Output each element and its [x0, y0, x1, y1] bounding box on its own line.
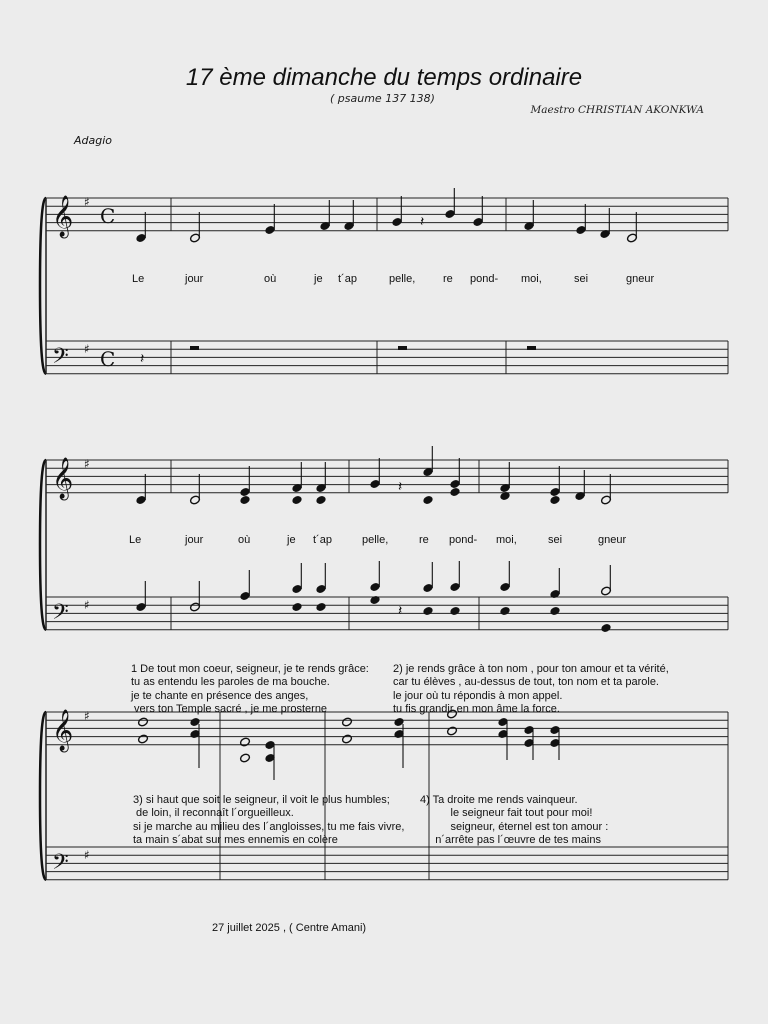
lyric-syllable: où: [264, 273, 277, 285]
quarter-rest: 𝄽: [398, 603, 403, 619]
lyric-syllable: gneur: [626, 273, 655, 285]
lyric-syllable: pond-: [449, 534, 478, 546]
note-head: [315, 495, 326, 505]
time-signature: C: [100, 347, 116, 371]
lyric-syllable: Le: [129, 534, 142, 546]
key-signature-sharp: ♯: [84, 848, 90, 862]
lyric-syllable: sei: [574, 273, 589, 285]
note-head: [449, 606, 460, 616]
subtitle: ( psaume 137 138): [330, 92, 435, 105]
lyric-syllable: re: [419, 534, 429, 546]
composer: Maestro CHRISTIAN AKONKWA: [530, 104, 704, 116]
system-brace: [40, 460, 46, 630]
verse-2: 2) je rends grâce à ton nom , pour ton amour et ta vérité, car tu élèves , au-dessus de tout, ton nom et ta parole. le jour où tu répondis à mon appel. tu fis grandir en mon âme la force.: [393, 663, 669, 716]
key-signature-sharp: ♯: [84, 457, 90, 471]
lyric-syllable: pelle,: [389, 273, 416, 285]
note-head: [549, 495, 560, 505]
note-head: [446, 726, 457, 736]
lyric-syllable: sei: [548, 534, 563, 546]
quarter-rest: 𝄽: [140, 351, 145, 367]
system-brace: [40, 712, 46, 880]
verse-4: 4) Ta droite me rends vainqueur. le seigneur fait tout pour moi! seigneur, éternel est ton amour : n´arrête pas l´œuvre de tes mains: [420, 794, 609, 847]
page-title: 17 ème dimanche du temps ordinaire: [185, 64, 583, 91]
note-head: [239, 737, 250, 747]
whole-rest: [398, 346, 407, 350]
lyric-syllable: gneur: [598, 534, 627, 546]
note-head: [137, 717, 148, 727]
lyric-syllable: Le: [132, 273, 145, 285]
tempo-marking: Adagio: [74, 134, 113, 147]
note-head: [239, 495, 250, 505]
time-signature: C: [100, 204, 116, 228]
lyric-syllable: où: [238, 534, 251, 546]
note-head: [341, 734, 352, 744]
note-head: [239, 753, 250, 763]
lyric-syllable: pelle,: [362, 534, 389, 546]
lyric-syllable: jour: [185, 534, 204, 546]
note-head: [422, 495, 433, 505]
lyric-syllable: re: [443, 273, 453, 285]
treble-clef: 𝄞: [52, 710, 74, 751]
verse-3: 3) si haut que soit le seigneur, il voit le plus humbles; de loin, il reconnaît l´orgueilleux. si je marche au milieu des l´angloisses, tu me fais vivre, ta main s´abat sur mes ennemis en colère: [133, 794, 405, 847]
note-head: [449, 487, 460, 497]
note-head: [369, 595, 380, 605]
note-head: [422, 606, 433, 616]
note-head: [341, 717, 352, 727]
whole-rest: [527, 346, 536, 350]
treble-clef: 𝄞: [52, 196, 74, 237]
note-head: [291, 495, 302, 505]
note-head: [600, 623, 611, 633]
lyric-syllable: je: [314, 273, 323, 285]
note-head: [291, 602, 302, 612]
note-head: [315, 602, 326, 612]
bass-clef: 𝄢: [52, 344, 69, 374]
lyric-syllable: moi,: [521, 273, 542, 285]
lyric-syllable: pond-: [470, 273, 499, 285]
system-brace: [40, 198, 46, 374]
footer-date: 27 juillet 2025 , ( Centre Amani): [212, 922, 367, 934]
whole-rest: [190, 346, 199, 350]
key-signature-sharp: ♯: [84, 709, 90, 723]
lyric-syllable: t´ap: [313, 534, 332, 546]
treble-clef: 𝄞: [52, 458, 74, 499]
note-head: [137, 734, 148, 744]
lyric-syllable: jour: [185, 273, 204, 285]
verse-1: 1 De tout mon coeur, seigneur, je te rends grâce: tu as entendu les paroles de ma bouche. je te chante en présence des anges, vers ton Temple sacré , je me prosterne: [131, 663, 369, 716]
lyric-syllable: je: [287, 534, 296, 546]
quarter-rest: 𝄽: [420, 214, 425, 230]
lyric-syllable: t´ap: [338, 273, 357, 285]
note-head: [499, 606, 510, 616]
key-signature-sharp: ♯: [84, 195, 90, 209]
quarter-rest: 𝄽: [398, 479, 403, 495]
bass-clef: 𝄢: [52, 850, 69, 880]
key-signature-sharp: ♯: [84, 598, 90, 612]
key-signature-sharp: ♯: [84, 342, 90, 356]
bass-clef: 𝄢: [52, 600, 69, 630]
note-head: [549, 606, 560, 616]
lyric-syllable: moi,: [496, 534, 517, 546]
